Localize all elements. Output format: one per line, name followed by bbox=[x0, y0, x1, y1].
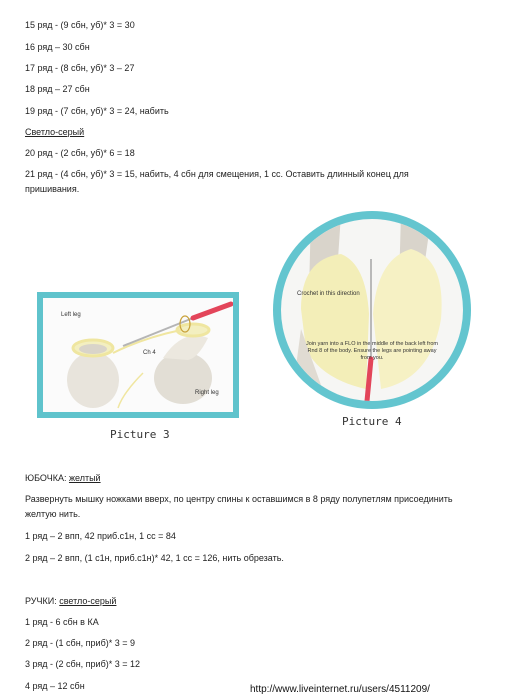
row-15: 15 ряд - (9 сбн, уб)* 3 = 30 bbox=[25, 20, 135, 30]
ch4-label: Ch 4 bbox=[143, 350, 156, 356]
row-18: 18 ряд – 27 сбн bbox=[25, 84, 90, 94]
arms-heading bbox=[25, 596, 116, 606]
picture-3-caption: Picture 3 bbox=[110, 428, 170, 441]
arms-row-2: 2 ряд - (1 сбн, приб)* 3 = 9 bbox=[25, 638, 135, 648]
right-leg-label: Right leg bbox=[195, 390, 219, 396]
skirt-intro: Развернуть мышку ножками вверх, по центру спины к оставшимся в 8 ряду полупетлям присоединить желтую нить. bbox=[25, 494, 453, 519]
arms-color: светло-серый bbox=[59, 596, 117, 606]
skirt-row-2: 2 ряд – 2 впп, (1 с1н, приб.с1н)* 42, 1 сс = 126, нить обрезать. bbox=[25, 553, 284, 563]
color-light-gray-label: Светло-серый bbox=[25, 127, 85, 137]
arms-row-4: 4 ряд – 12 сбн bbox=[25, 681, 85, 691]
row-17: 17 ряд - (8 сбн, уб)* 3 – 27 bbox=[25, 63, 135, 73]
picture-3-photo bbox=[37, 292, 239, 418]
picture-4-photo bbox=[273, 211, 471, 409]
skirt-row-1: 1 ряд – 2 впп, 42 приб.с1н, 1 сс = 84 bbox=[25, 531, 176, 541]
skirt-heading bbox=[25, 473, 101, 483]
skirt-heading-label: ЮБОЧКА: bbox=[25, 473, 67, 483]
watermark-url: http://www.liveinternet.ru/users/4511209/ bbox=[250, 684, 430, 695]
arms-heading-label: РУЧКИ: bbox=[25, 596, 57, 606]
direction-label: Crochet in this direction bbox=[297, 291, 360, 297]
row-21: 21 ряд - (4 сбн, уб)* 3 = 15, набить, 4 сбн для смещения, 1 сс. Оставить длинный конец для пришивания. bbox=[25, 169, 409, 194]
row-16: 16 ряд – 30 сбн bbox=[25, 42, 90, 52]
arms-row-3: 3 ряд - (2 сбн, приб)* 3 = 12 bbox=[25, 659, 140, 669]
body-illustration bbox=[281, 219, 463, 401]
row-20: 20 ряд - (2 сбн, уб)* 6 = 18 bbox=[25, 148, 135, 158]
arms-row-1: 1 ряд - 6 сбн в КА bbox=[25, 617, 99, 627]
left-leg-label: Left leg bbox=[61, 312, 81, 318]
skirt-color: желтый bbox=[68, 473, 101, 483]
join-yarn-instruction: Join yarn into a FLO in the middle of the back left from Rnd 8 of the body. Ensure the legs are pointing away from you. bbox=[305, 341, 439, 361]
picture-4-caption: Picture 4 bbox=[342, 415, 402, 428]
row-19: 19 ряд - (7 сбн, уб)* 3 = 24, набить bbox=[25, 106, 169, 116]
